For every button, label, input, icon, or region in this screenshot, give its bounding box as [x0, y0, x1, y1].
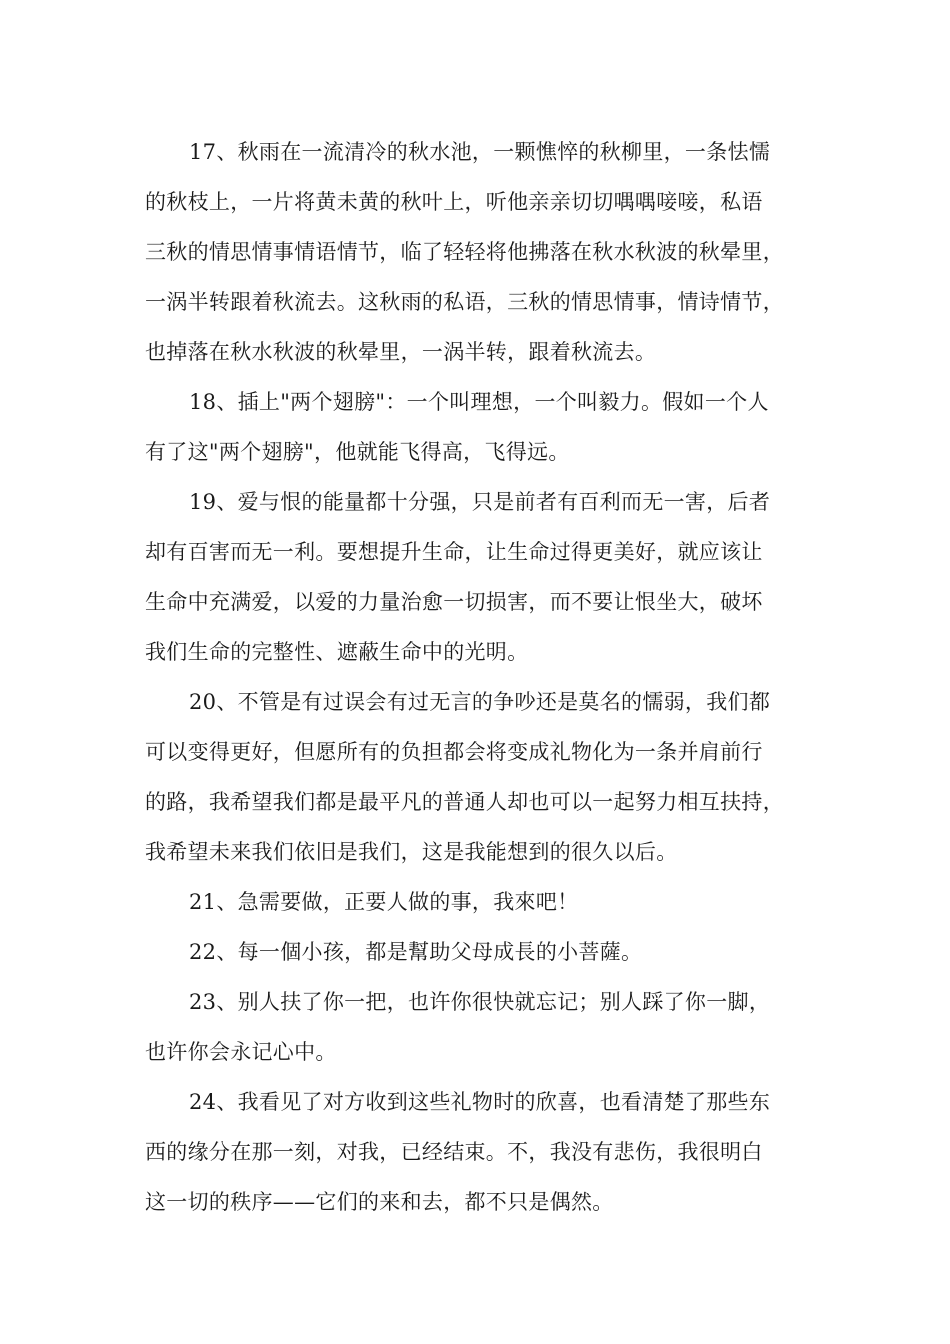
- paragraph-line: 我们生命的完整性、遮蔽生命中的光明。: [145, 640, 529, 664]
- paragraph-line: 22、每一個小孩，都是幫助父母成長的小菩薩。: [189, 940, 643, 964]
- paragraph-line: 18、插上"两个翅膀"：一个叫理想，一个叫毅力。假如一个人: [189, 390, 769, 414]
- paragraph-line: 的秋枝上，一片将黄未黄的秋叶上，听他亲亲切切喁喁唼唼，私语: [145, 190, 763, 214]
- paragraph-line: 23、别人扶了你一把，也许你很快就忘记；别人踩了你一脚，: [189, 990, 771, 1014]
- paragraph-line: 却有百害而无一利。要想提升生命，让生命过得更美好，就应该让: [145, 540, 763, 564]
- paragraph-line: 三秋的情思情事情语情节，临了轻轻将他拂落在秋水秋波的秋晕里，: [145, 240, 784, 264]
- paragraph-line: 西的缘分在那一刻，对我，已经结束。不，我没有悲伤，我很明白: [145, 1140, 763, 1164]
- paragraph-line: 的路，我希望我们都是最平凡的普通人却也可以一起努力相互扶持，: [145, 790, 784, 814]
- paragraph-20: [145, 677, 815, 877]
- paragraph-line: 生命中充满爱，以爱的力量治愈一切损害，而不要让恨坐大，破坏: [145, 590, 763, 614]
- paragraph-line: 19、爱与恨的能量都十分强，只是前者有百利而无一害，后者: [189, 490, 771, 514]
- paragraph-line: 有了这"两个翅膀"，他就能飞得高，飞得远。: [145, 440, 570, 464]
- paragraph-line: 20、不管是有过误会有过无言的争吵还是莫名的懦弱，我们都: [189, 690, 771, 714]
- paragraph-line: 17、秋雨在一流清冷的秋水池，一颗憔悴的秋柳里，一条怯懦: [189, 140, 771, 164]
- paragraph-17: [145, 127, 815, 377]
- paragraph-line: 我希望未来我们依旧是我们，这是我能想到的很久以后。: [145, 840, 678, 864]
- paragraph-21: [145, 877, 815, 927]
- document-body: [145, 127, 815, 1227]
- paragraph-line: 一涡半转跟着秋流去。这秋雨的私语，三秋的情思情事，情诗情节，: [145, 290, 784, 314]
- paragraph-19: [145, 477, 815, 677]
- paragraph-line: 也许你会永记心中。: [145, 1040, 337, 1064]
- paragraph-18: [145, 377, 815, 477]
- paragraph-23: [145, 977, 815, 1077]
- paragraph-line: 21、急需要做，正要人做的事，我來吧！: [189, 890, 579, 914]
- paragraph-line: 这一切的秩序——它们的来和去，都不只是偶然。: [145, 1190, 614, 1214]
- paragraph-line: 可以变得更好，但愿所有的负担都会将变成礼物化为一条并肩前行: [145, 740, 763, 764]
- paragraph-line: 也掉落在秋水秋波的秋晕里，一涡半转，跟着秋流去。: [145, 340, 657, 364]
- paragraph-line: 24、我看见了对方收到这些礼物时的欣喜，也看清楚了那些东: [189, 1090, 771, 1114]
- paragraph-22: [145, 927, 815, 977]
- paragraph-24: [145, 1077, 815, 1227]
